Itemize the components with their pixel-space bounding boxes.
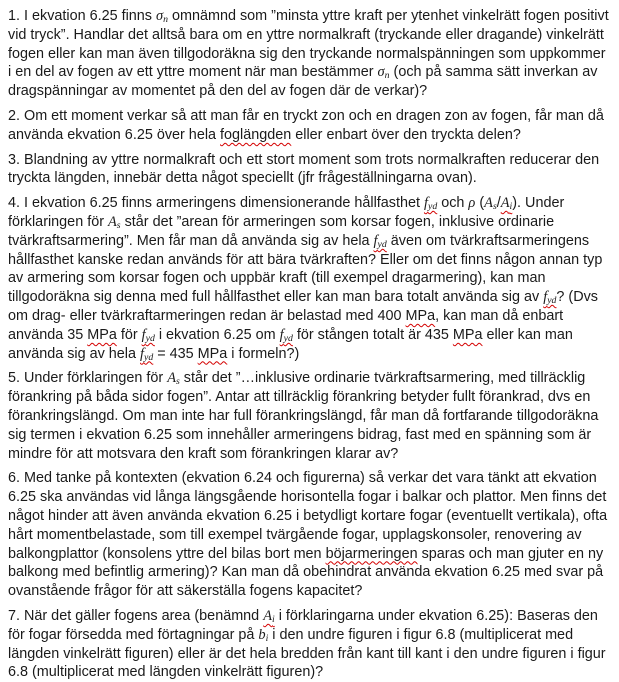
text-run: även om tvärkraftsarmeringens hållfasthet kanske redan används för att bära tvärkraften? Eller om det finns någon annan typ av armering som korsar fogen och uppbär kraft (till exempel dragarmering), kan man tillgodoräkna sig denna med full hållfasthet eller kan man bara totalt använda sig av <box>8 232 603 306</box>
math-symbol: $A_i$ <box>263 607 275 626</box>
paragraph-list <box>8 7 610 682</box>
math-symbol: $f_{yd}$ <box>140 345 154 363</box>
question-paragraph-2 <box>8 107 610 145</box>
question-paragraph-7 <box>8 607 610 682</box>
math-subscript: yd <box>145 332 155 344</box>
math-symbol: $A_i$ <box>500 195 513 213</box>
math-subscript: yd <box>427 201 438 213</box>
text-run: 3. Blandning av yttre normalkraft och ett stort moment som trots normalkraften reducerar den tryckta längden, innebär detta något speciellt (jfr frågeställningarna ovan). <box>8 151 600 187</box>
text-run: omnämnd som ”minsta yttre kraft per ytenhet vinkelrätt fogen positivt vid tryck”. Handlar det alltså bara om en yttre normalkraft (tryckande eller dragande) vinkelrätt fogen eller kan man även tillgodoräkna sig den tryckande normalspänningen som uppkommer i en del av fogen av ett yttre moment när man bestämmer <box>8 8 609 81</box>
math-subscript: i <box>265 632 269 644</box>
text-run: ? (Dvs om drag- eller tvärkraftarmeringen redan är belastad med 400 <box>8 289 598 324</box>
text-run: 7. När det gäller fogens area (benämnd <box>8 607 264 624</box>
text-run: står det ”…inklusive ordinarie tvärkraftsarmering, med tillräcklig förankring på båda sidor fogen”. Antar att tillräcklig förankring betyder fullt förankrad, dvs en förankringslängd. Om man inte har full förankringslängd, får man då fortfarande tillgodoräkna sig termen i ekvation 6.25 som innehåller armeringens bidrag, fast med en spänning som är mindre för att motsvara den kraft som förankringen klarar av? <box>8 370 599 462</box>
question-paragraph-3 <box>8 151 610 189</box>
text-run: sparas och man gjuter en ny balkong med befintlig armering)? Kan man då obehindrat använda ekvation 6.25 med svar på ovanstående frågor för att säkerställa fogens kapacitet? <box>8 545 604 600</box>
text-run: i ekvation 6.25 om <box>154 326 280 343</box>
text-run: 5. Under förklaringen för <box>8 370 168 387</box>
math-subscript: yd <box>547 295 557 307</box>
math-subscript: i <box>509 201 513 213</box>
text-run: eller kan man använda sig av hela <box>8 326 573 362</box>
math-symbol: $A_s$ <box>107 213 121 232</box>
math-subscript: s <box>492 201 497 213</box>
math-subscript: s <box>175 376 180 388</box>
text-run: för <box>116 326 142 343</box>
text-run: böjarmeringen <box>325 545 418 562</box>
text-run: MPa <box>452 326 483 343</box>
text-run: = 435 <box>153 345 198 362</box>
text-run: 1. I ekvation 6.25 finns <box>8 8 156 24</box>
math-symbol: $\sigma_n$ <box>156 8 168 26</box>
text-run: ( <box>475 195 485 212</box>
math-symbol: $\sigma_n$ <box>377 64 390 82</box>
math-subscript: yd <box>377 238 387 250</box>
text-run: MPa <box>197 345 228 362</box>
text-run: MPa <box>405 307 436 324</box>
math-symbol: $f_{yd}$ <box>279 326 293 344</box>
math-symbol: ρ <box>468 195 476 212</box>
math-symbol: $A_s$ <box>167 370 180 388</box>
text-run: , kan man då enbart använda 35 <box>8 307 564 343</box>
question-paragraph-1 <box>8 7 610 101</box>
text-run: 4. I ekvation 6.25 finns armeringens dimensionerande hållfasthet <box>8 195 424 212</box>
text-run: står det ”arean för armeringen som korsar fogen, inklusive ordinarie tvärkraftsarmering”. Men får man då använda sig av hela <box>8 213 555 249</box>
text-run: MPa <box>87 326 117 343</box>
text-run: för stången totalt är 435 <box>292 326 453 343</box>
text-run: ). Under förklaringen för <box>8 195 565 230</box>
math-subscript: yd <box>283 332 293 344</box>
text-run: i förklaringarna under ekvation 6.25): Baseras den för fogar försedda med förtagningar på <box>8 607 598 643</box>
math-subscript: s <box>116 220 121 232</box>
math-symbol: $f_{yd}$ <box>423 195 438 213</box>
math-symbol: $A_s$ <box>484 195 497 213</box>
math-subscript: i <box>272 614 275 626</box>
text-run: i formeln?) <box>227 345 300 362</box>
math-symbol: $f_{yd}$ <box>373 232 387 250</box>
text-run: / <box>496 195 501 212</box>
text-run: och <box>437 195 469 212</box>
math-subscript: yd <box>144 351 154 363</box>
math-symbol: $b_i$ <box>258 626 269 644</box>
text-run: 6. Med tanke på kontexten (ekvation 6.24 och figurerna) så verkar det vara tänkt att ekvation 6.25 ska användas vid långa längsgående horisontella fogar i balkar och plattor. Men finns det något hinder att även använda ekvation 6.25 i betydligt kortare fogar (eventuellt vertikala), ofta hårt momentbelastade, som till exempel tvärgående fogar, upplagskonsoler, renovering av balkongplattor (konsolens yttre del bilas bort men <box>8 470 608 562</box>
text-run: i den undre figuren i figur 6.8 (multiplicerat med längden vinkelrätt figuren) eller är det hela bredden från kant till kant i den undre figuren i figur 6.8 (multiplicerat med längden vinkelrätt figuren)? <box>8 626 606 681</box>
math-symbol: $f_{yd}$ <box>141 326 155 344</box>
question-paragraph-6 <box>8 469 610 601</box>
text-run: (och på samma sätt inverkan av dragspänningar av momentet på den del av fogen där de verkar)? <box>8 64 598 100</box>
text-run: foglängden <box>220 126 292 143</box>
math-subscript: n <box>384 70 390 82</box>
text-run: 2. Om ett moment verkar så att man får en tryckt zon och en dragen zon av fogen, får man då använda ekvation 6.25 över hela <box>8 107 604 143</box>
question-paragraph-5 <box>8 369 610 463</box>
math-subscript: n <box>163 14 168 26</box>
question-paragraph-4 <box>8 194 610 363</box>
math-symbol: $f_{yd}$ <box>543 289 557 307</box>
text-run: eller enbart över den tryckta delen? <box>291 126 521 143</box>
